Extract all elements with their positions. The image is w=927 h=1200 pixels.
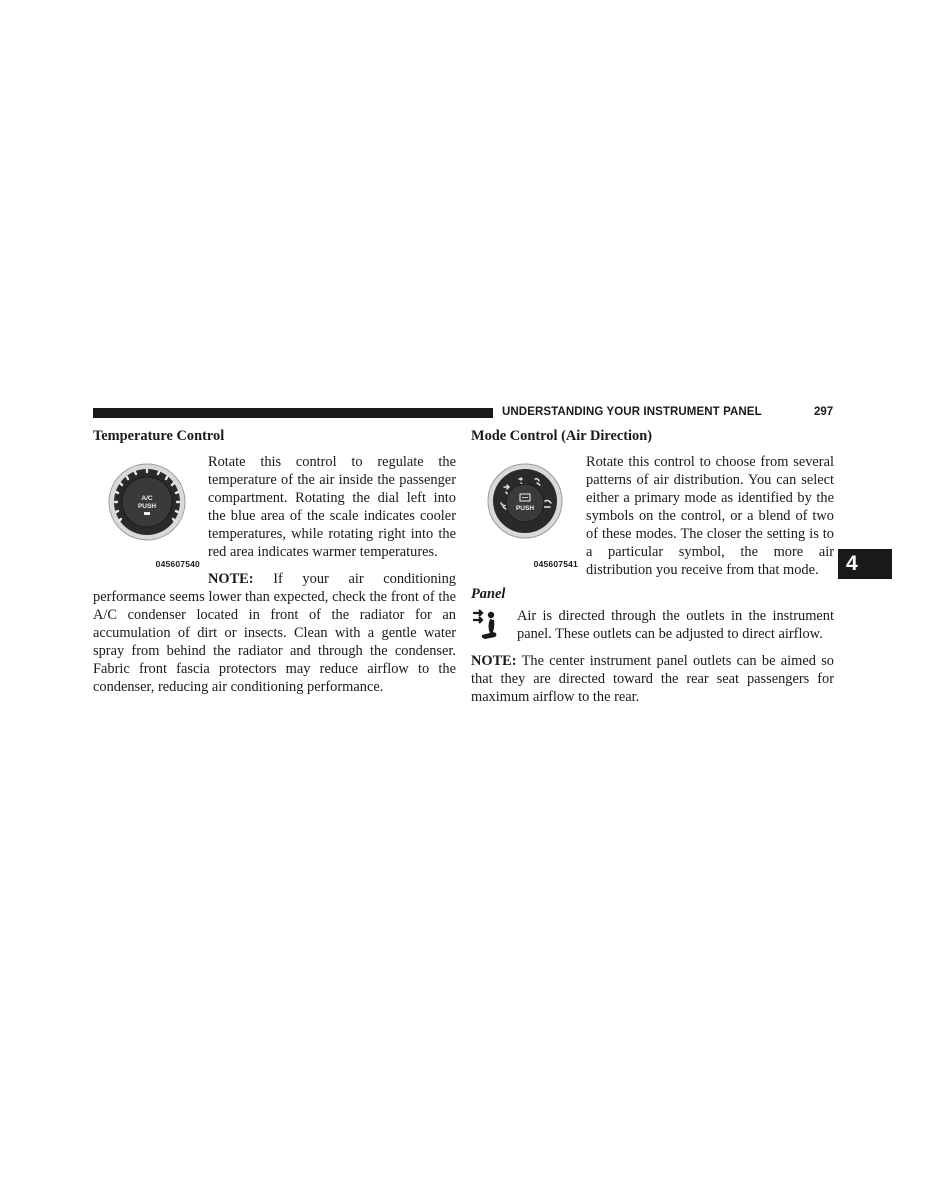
panel-subheading: Panel [471,586,506,602]
dial-ac-label: A/C [141,495,153,502]
mode-control-heading: Mode Control (Air Direction) [471,428,653,444]
figure-id: 045607540 [155,559,200,569]
running-header-title: UNDERSTANDING YOUR INSTRUMENT PANEL [502,406,762,418]
panel-mode-icon [471,609,507,643]
chapter-tab [838,549,892,579]
panel-description: Air is directed through the outlets in the instrument panel. These outlets can be adjusted to direct airflow. [517,608,834,642]
right-column [471,427,834,706]
mode-dial-icon [471,457,580,557]
note-text: The center instrument panel outlets can be aimed so that they are directed toward the rear seat passengers for maximum airflow to the rear. [471,653,834,705]
mode-dial-push-label: PUSH [515,505,535,512]
dial-push-label: PUSH [137,503,157,510]
note-text: If your air conditioning performance seems lower than expected, check the front of the A/C condenser located in front of the radiator for an accumulation of dirt or insects. Clean with a gentle water spray from behind the radiator and through the condenser. Fabric front fascia protectors may reduce airflow to the condenser, reducing air conditioning performance. [93,571,456,695]
figure-id: 045607541 [533,559,578,569]
header-rule [93,408,493,418]
page-number: 297 [814,406,834,418]
note-label: NOTE: [208,571,254,587]
mode-control-text: Rotate this control to choose from several patterns of air distribution. You can select either a primary mode as identified by the symbols on the control, or a blend of two of these modes. The closer the setting is to a particular symbol, the more air distribution you receive from that mode. [586,454,834,578]
temperature-control-heading: Temperature Control [93,428,225,444]
note-paragraph [93,570,456,696]
left-column [93,427,456,696]
chapter-number: 4 [846,552,858,575]
temperature-control-text: Rotate this control to regulate the temperature of the air inside the passenger compartment. Rotating the dial left into the blue area of the scale indicates cooler temperatures, while rotating right into the red area indicates warmer temperatures. [208,454,456,560]
temperature-dial-figure [93,457,202,569]
note-label: NOTE: [471,653,517,669]
mode-dial-figure [471,457,580,569]
note-paragraph [471,652,834,706]
temperature-dial-icon [93,457,202,557]
